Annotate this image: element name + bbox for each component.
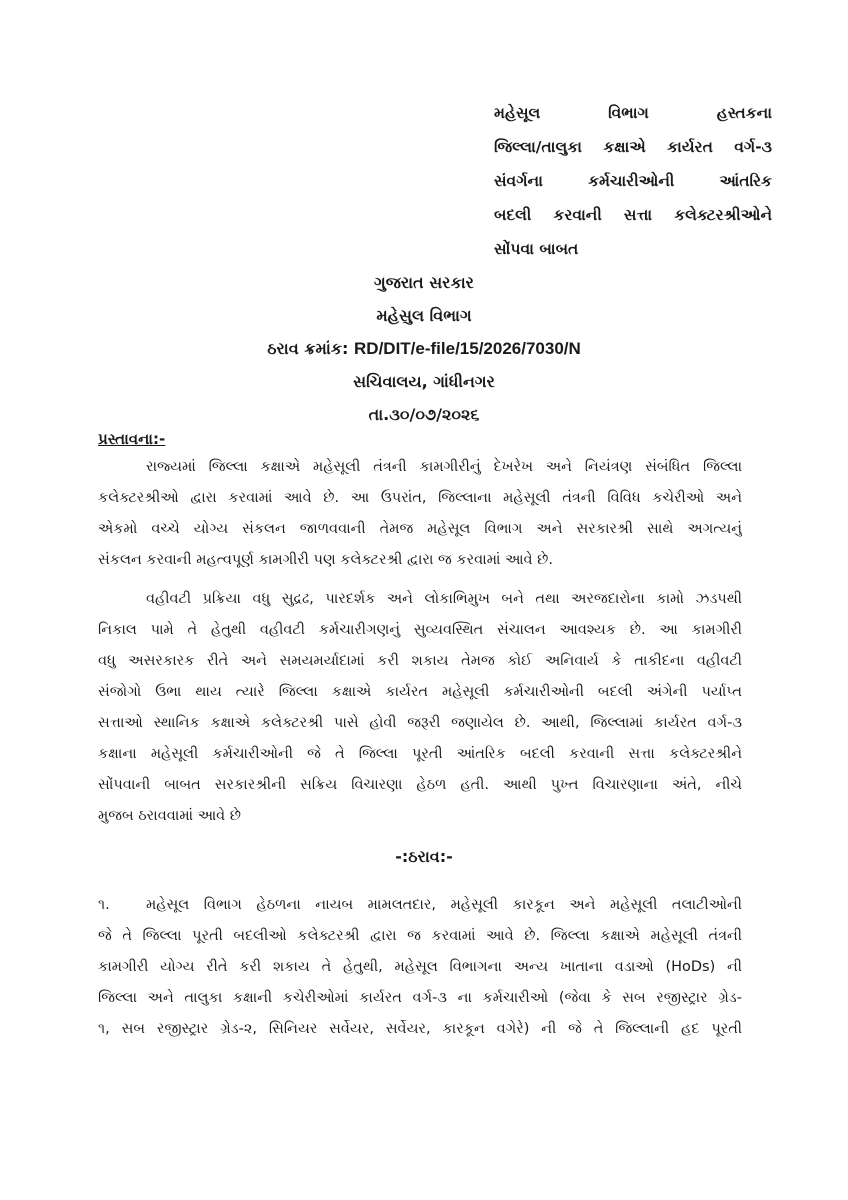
subject-line: જિલ્લા/તાલુકા કક્ષાએ કાર્યરત વર્ગ-૩ [494,138,772,156]
item-number: ૧. [98,897,110,913]
resolution-number: RD/DIT/e-file/15/2026/7030/N [354,339,581,358]
resolution-heading: -:ઠરાવ:- [395,847,453,866]
subject-line: સંવર્ગના કર્મચારીઓની આંતરિક [494,172,772,190]
resolution-item-1 [98,890,742,1045]
date: તા.૩૦/૦૭/૨૦૨૬ [368,405,480,424]
paragraph-line: જિલ્લા અને તાલુકા કક્ષાની કચેરીઓમાં કાર્યરત વર્ગ-૩ ના કર્મચારીઓ (જેવા કે સબ રજીસ્ટ્રાર ગ્રેડ- [98,990,742,1006]
paragraph-line: સત્તાઓ સ્થાનિક કક્ષાએ કલેક્ટરશ્રી પાસે હોવી જરૂરી જણાયેલ છે. આથી, જિલ્લામાં કાર્યરત વર્ગ-૩ [98,715,742,731]
paragraph-line: વહીવટી પ્રક્રિયા વધુ સુદ્રઢ, પારદર્શક અને લોકાભિમુખ બને તથા અરજદારોના કામો ઝડપથી [146,591,742,607]
subject-block [494,96,772,266]
paragraph-line: સંજોગો ઉભા થાય ત્યારે જિલ્લા કક્ષાએ કાર્યરત મહેસૂલી કર્મચારીઓની બદલી અંગેની પર્યાપ્ત [98,684,742,700]
subject-line: સોંપવા બાબત [494,240,579,258]
preamble-heading: પ્રસ્તાવના:- [98,430,166,448]
subject-line: મહેસૂલ વિભાગ હસ્તકના [494,104,772,122]
paragraph-2 [98,584,742,832]
paragraph-line: કક્ષાના મહેસૂલી કર્મચારીઓની જે તે જિલ્લા પૂરતી આંતરિક બદલી કરવાની સત્તા કલેક્ટરશ્રીને [98,746,742,762]
paragraph-line: કલેક્ટરશ્રીઓ દ્વારા કરવામાં આવે છે. આ ઉપરાંત, જિલ્લાના મહેસૂલી તંત્રની વિવિધ કચેરીઓ અને [98,490,742,506]
paragraph-line: સોંપવાની બાબત સરકારશ્રીની સક્રિય વિચારણા હેઠળ હતી. આથી પુખ્ત વિચારણાના અંતે, નીચે [98,777,742,793]
paragraph-line: ૧. મહેસૂલ વિભાગ હેઠળના નાયબ મામલતદાર, મહેસૂલી કારકૂન અને મહેસૂલી તલાટીઓની [98,890,742,921]
department-name: મહેસુલ વિભાગ [376,306,472,325]
paragraph-line: જે તે જિલ્લા પૂરતી બદલીઓ કલેક્ટરશ્રી દ્વારા જ કરવામાં આવે છે. જિલ્લા કક્ષાએ મહેસૂલી તંત્રની [98,928,742,944]
paragraph-line: સંકલન કરવાની મહત્વપૂર્ણ કામગીરી પણ કલેક્ટરશ્રી દ્વારા જ કરવામાં આવે છે. [98,552,554,568]
subject-line: બદલી કરવાની સત્તા કલેક્ટરશ્રીઓને [494,206,772,224]
paragraph-line: વધુ અસરકારક રીતે અને સમયમર્યાદામાં કરી શકાય તેમજ કોઈ અનિવાર્ય કે તાકીદના વહીવટી [98,653,742,669]
paragraph-line: એકમો વચ્ચે યોગ્ય સંકલન જાળવવાની તેમજ મહેસૂલ વિભાગ અને સરકારશ્રી સાથે અગત્યનું [98,521,742,537]
resolution-label: ઠરાવ ક્રમાંક: [267,339,349,358]
document-header [0,266,848,431]
paragraph-line: મુજબ ઠરાવવામાં આવે છે [98,808,242,824]
paragraph-line: નિકાલ પામે તે હેતુથી વહીવટી કર્મચારીગણનું સુવ્યવસ્થિત સંચાલન આવશ્યક છે. આ કામગીરી [98,622,742,638]
resolution-number-line [0,332,848,365]
paragraph-1 [98,452,742,576]
paragraph-line: કામગીરી યોગ્ય રીતે કરી શકાય તે હેતુથી, મહેસૂલ વિભાગના અન્ય ખાતાના વડાઓ (HoDs) ની [98,959,742,975]
government-name: ગુજરાત સરકાર [374,273,474,292]
paragraph-line: ૧, સબ રજીસ્ટ્રાર ગ્રેડ-૨, સિનિયર સર્વેયર, સર્વેયર, કારકૂન વગેરે) ની જે તે જિલ્લાની હદ પૂરતી [98,1021,742,1037]
place: સચિવાલય, ગાંધીનગર [353,372,495,391]
paragraph-line: રાજ્યમાં જિલ્લા કક્ષાએ મહેસૂલી તંત્રની કામગીરીનું દેખરેખ અને નિયંત્રણ સંબંધિત જિલ્લા [146,459,742,475]
